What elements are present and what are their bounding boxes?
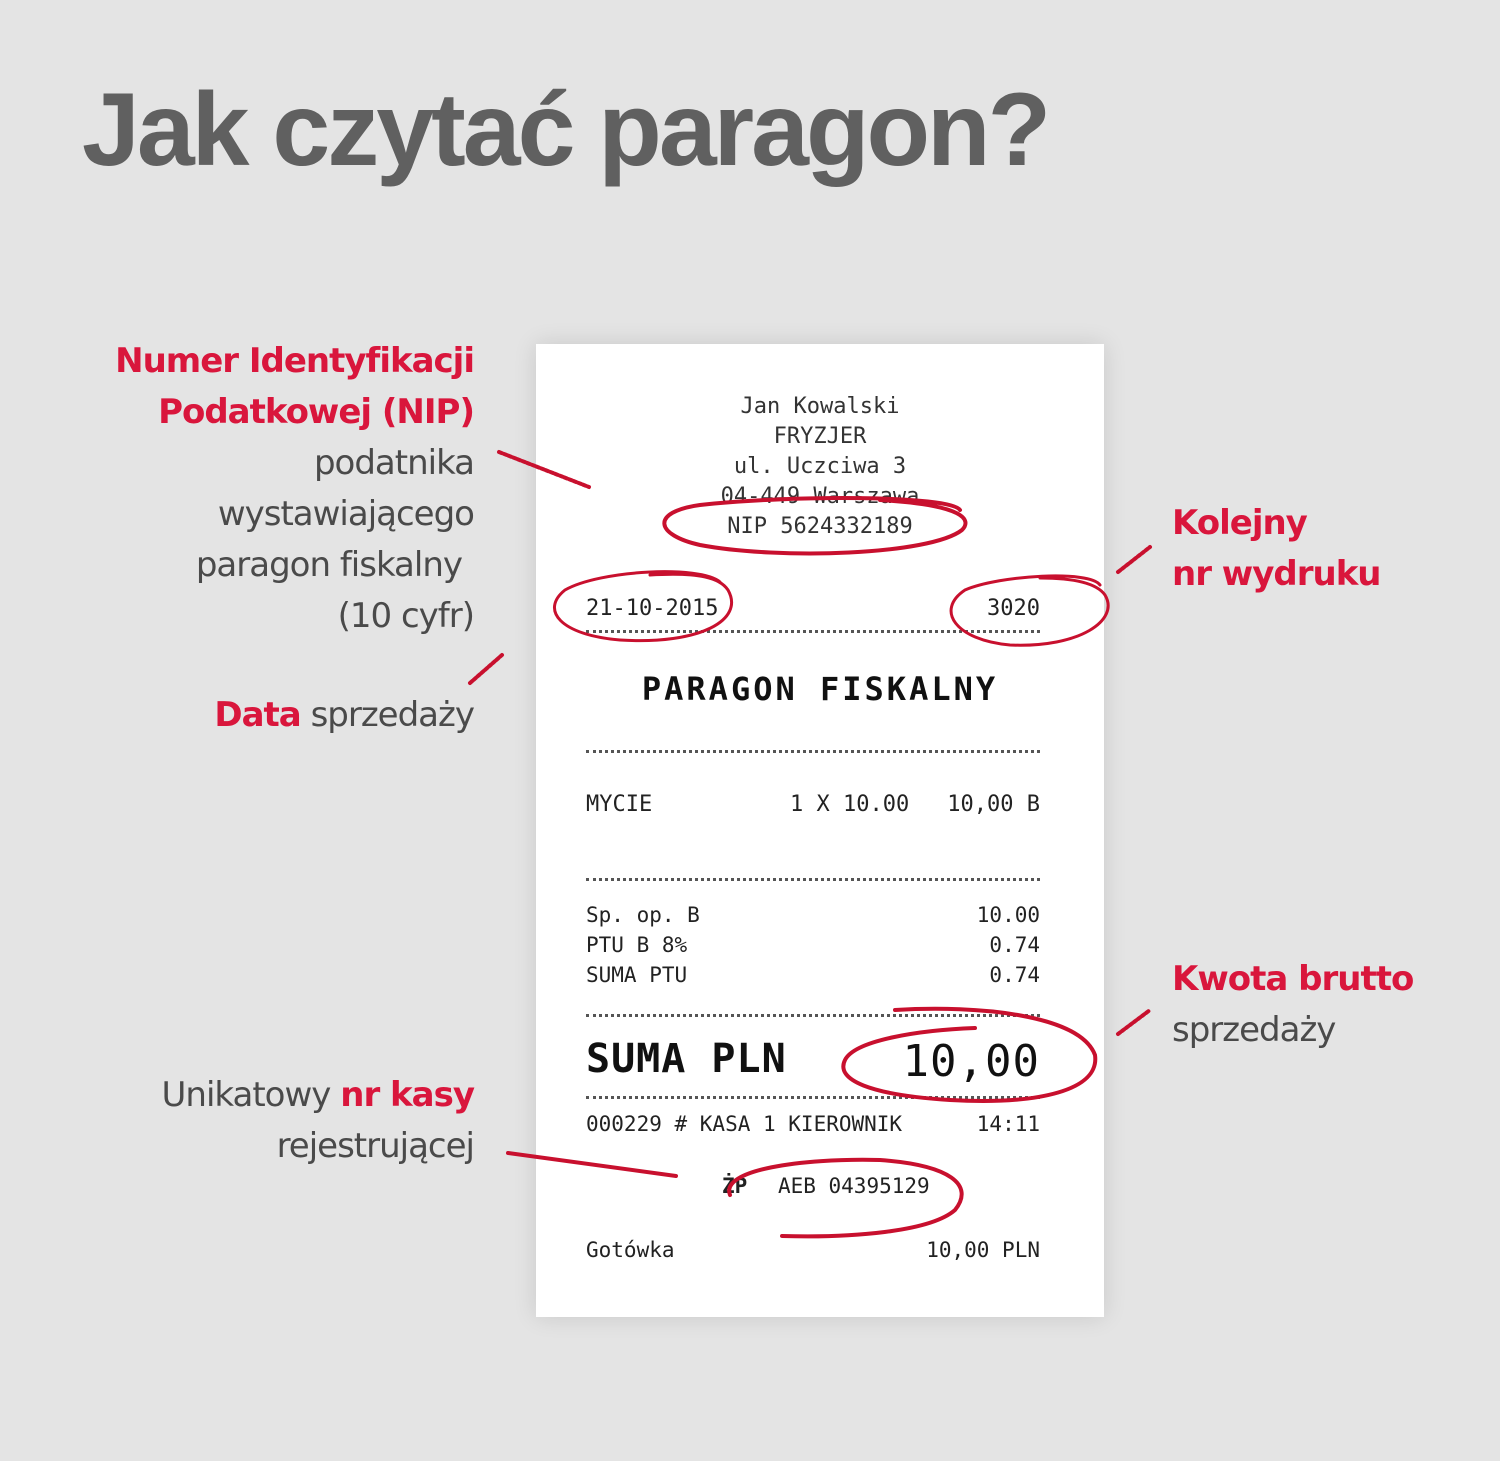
tax-row: [586, 900, 1040, 930]
tax-label: Sp. op. B: [586, 903, 700, 927]
receipt-print-number: 3020: [987, 596, 1040, 621]
receipt-date: 21-10-2015: [586, 596, 719, 621]
fiscal-receipt: [536, 344, 1104, 1317]
nip-highlight-line-1: Numer Identyfikacji: [115, 341, 474, 381]
register-text-after: rejestrującej: [276, 1126, 474, 1166]
nip-text-line-2: wystawiającego: [217, 494, 474, 534]
seller-trade: FRYZJER: [773, 424, 867, 449]
seller-nip: NIP 5624332189: [727, 514, 913, 539]
tax-label: PTU B 8%: [586, 933, 688, 957]
payment-method: Gotówka: [586, 1238, 675, 1262]
tax-row: [586, 930, 1040, 960]
nip-text-line-1: podatnika: [313, 443, 474, 483]
print-number-connector-line: [1118, 547, 1150, 572]
item-qty-price: 1 X 10.00: [790, 792, 910, 817]
fiscal-logo-icon: ŻP: [722, 1174, 748, 1198]
page-title: Jak czytać paragon?: [82, 72, 1049, 188]
register-number: AEB 04395129: [777, 1174, 930, 1198]
receipt-header: [536, 392, 1104, 542]
date-annotation: [214, 690, 474, 741]
tax-value: 0.74: [989, 963, 1040, 987]
date-connector-line: [470, 655, 502, 683]
register-annotation: [162, 1070, 474, 1172]
tax-value: 0.74: [989, 933, 1040, 957]
nip-text-line-3: paragon fiskalny: [195, 545, 462, 585]
date-text: sprzedaży: [310, 695, 474, 735]
divider: [586, 750, 1040, 753]
tax-row: [586, 960, 1040, 990]
divider: [586, 878, 1040, 881]
tax-summary: [586, 900, 1040, 990]
divider: [586, 1014, 1040, 1017]
register-highlight: nr kasy: [340, 1075, 474, 1115]
divider: [586, 630, 1040, 633]
date-print-row: [586, 596, 1040, 621]
receipt-item-row: [586, 792, 1040, 817]
register-id: [722, 1174, 930, 1198]
register-line: [586, 1112, 1040, 1136]
gross-amount-connector-line: [1118, 1010, 1150, 1034]
seller-street: ul. Uczciwa 3: [733, 454, 907, 479]
nip-text-line-4: (10 cyfr): [337, 596, 474, 636]
sum-row: [586, 1036, 1040, 1087]
nip-annotation: [115, 336, 474, 642]
gross-amount-highlight: Kwota brutto: [1172, 959, 1414, 999]
print-number-annotation: [1172, 498, 1381, 600]
payment-amount: 10,00 PLN: [926, 1238, 1040, 1262]
payment-row: [586, 1238, 1040, 1262]
receipt-time: 14:11: [976, 1112, 1040, 1136]
seller-name: Jan Kowalski: [740, 394, 900, 419]
sum-label: SUMA PLN: [586, 1036, 787, 1082]
tax-label: SUMA PTU: [586, 963, 688, 987]
tax-value: 10.00: [976, 903, 1040, 927]
item-name: MYCIE: [586, 792, 653, 817]
gross-amount-text: sprzedaży: [1172, 1010, 1336, 1050]
register-info: 000229 # KASA 1 KIEROWNIK: [586, 1112, 903, 1136]
receipt-doc-title: PARAGON FISKALNY: [641, 670, 999, 708]
print-number-line-1: Kolejny: [1172, 503, 1307, 543]
date-highlight: Data: [214, 695, 301, 735]
divider: [586, 1096, 1040, 1099]
gross-amount-annotation: [1172, 954, 1413, 1056]
item-total: 10,00 B: [947, 792, 1040, 817]
print-number-line-2: nr wydruku: [1172, 554, 1381, 594]
register-text-before: Unikatowy: [161, 1075, 331, 1115]
nip-highlight-line-2: Podatkowej (NIP): [158, 392, 474, 432]
seller-city: 04-449 Warszawa: [720, 484, 920, 509]
sum-amount: 10,00: [902, 1036, 1040, 1087]
